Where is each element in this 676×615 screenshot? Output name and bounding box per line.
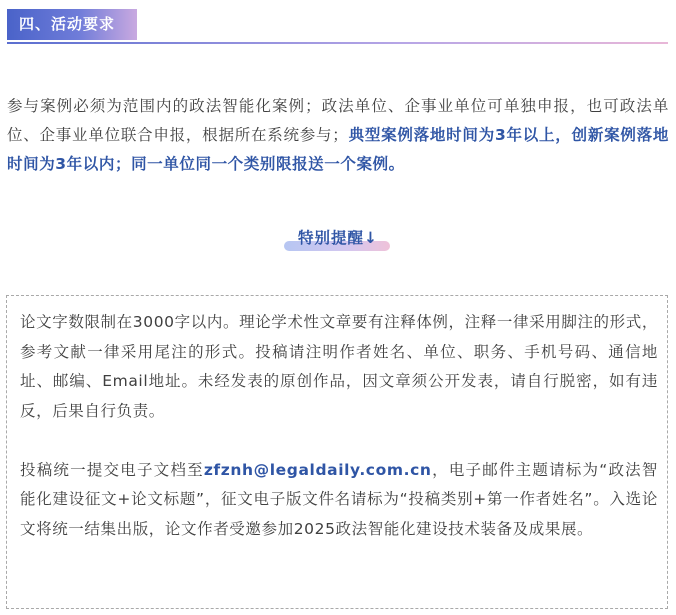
requirements-text: 参与案例必须为范围内的政法智能化案例；政法单位、企事业单位可单独申报，也可政法单位、企事业单位联合申报，根据所在系统参与； xyxy=(7,97,669,144)
section-header xyxy=(7,9,668,43)
reminder-title: 特别提醒↓ xyxy=(298,229,378,247)
requirements-paragraph xyxy=(7,92,669,179)
special-reminder xyxy=(0,228,676,254)
notice-paragraph-2-rest: ，电子邮件主题请标为“政法智能化建设征文+论文标题”，征文电子版文件名请标为“投稿类别+第一作者姓名”。入选论文将统一结集出版，论文作者受邀参加2025政法智能化建设技术装备及成果展。 xyxy=(20,460,658,538)
notice-paragraph-2-lead: 投稿统一提交电子文档至 xyxy=(20,460,204,479)
notice-paragraph-1: 论文字数限制在3000字以内。理论学术性文章要有注释体例，注释一律采用脚注的形式，参考文献一律采用尾注的形式。投稿请注明作者姓名、单位、职务、手机号码、通信地址、邮编、Email地址。未经发表的原创作品，因文章须公开发表，请自行脱密，如有违反，后果自行负责。 xyxy=(20,313,658,420)
notice-box xyxy=(6,295,668,609)
notice-content xyxy=(20,308,658,544)
requirements-highlight: 典型案例落地时间为3年以上，创新案例落地时间为3年以内；同一单位同一个类别限报送一个案例。 xyxy=(7,126,669,173)
section-divider xyxy=(7,42,668,44)
submission-email-link[interactable]: zfznh@legaldaily.com.cn xyxy=(203,460,432,479)
section-title: 四、活动要求 xyxy=(7,9,137,40)
notice-paragraph-2 xyxy=(20,456,658,545)
